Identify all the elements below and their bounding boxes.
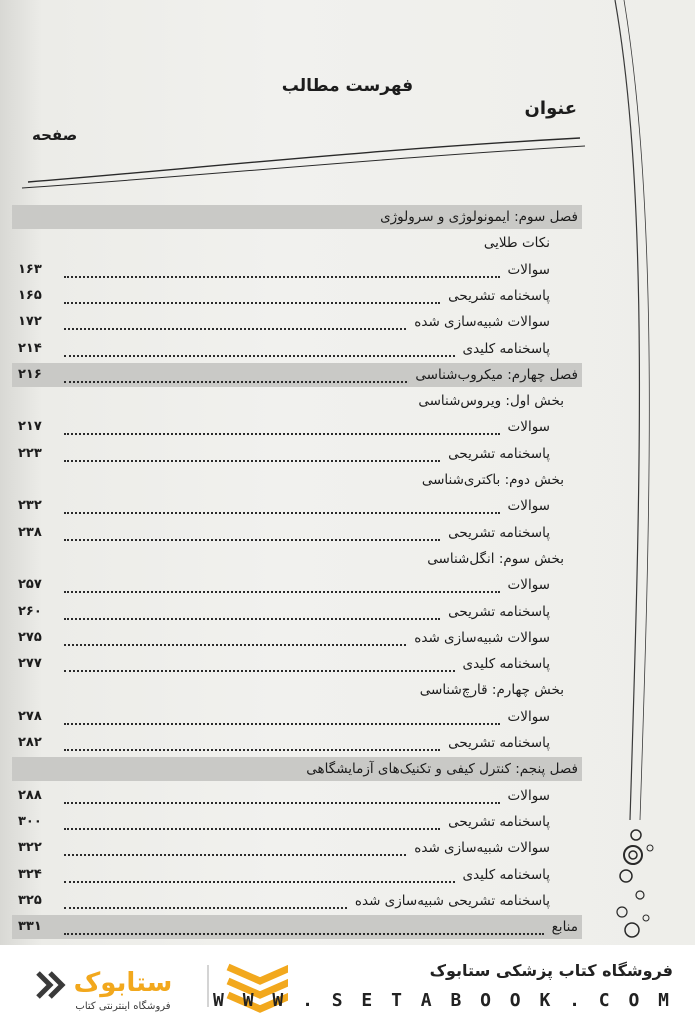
toc-entry-label: بخش دوم: باکتری‌شناسی xyxy=(421,472,564,488)
toc-page-number: ۲۷۷ xyxy=(18,656,42,671)
toc-dot-leader xyxy=(64,328,406,330)
toc-entry-label: پاسخنامه تشریحی xyxy=(448,814,550,830)
toc-entry xyxy=(12,731,582,755)
toc-entry-label: سوالات شبیه‌سازی شده xyxy=(414,630,550,646)
decorative-circles xyxy=(617,830,653,937)
toc-page-number: ۲۷۸ xyxy=(18,709,42,724)
toc-dot-leader xyxy=(64,276,500,278)
store-footer-banner xyxy=(0,945,695,1024)
column-header-title: عنوان xyxy=(524,98,577,119)
toc-entry xyxy=(12,468,582,492)
toc-entry xyxy=(12,547,582,571)
toc-entry-label: پاسخنامه کلیدی xyxy=(462,867,550,883)
toc-dot-leader xyxy=(64,381,407,383)
toc-entry xyxy=(12,652,582,676)
toc-entry xyxy=(12,389,582,413)
toc-entry-label: فصل پنجم: کنترل کیفی و تکنیک‌های آزمایشگاهی xyxy=(306,761,578,777)
toc-entry xyxy=(12,889,582,913)
toc-entry xyxy=(12,810,582,834)
toc-entry xyxy=(12,205,582,229)
toc-entry-label: نکات طلایی xyxy=(483,235,550,251)
toc-page-number: ۱۷۲ xyxy=(18,314,42,329)
toc-entry-label: سوالات xyxy=(507,419,550,435)
toc-dot-leader xyxy=(64,460,440,462)
toc-page-number: ۲۶۰ xyxy=(18,604,42,619)
toc-entry-label: پاسخنامه تشریحی xyxy=(448,288,550,304)
toc-page-number: ۲۱۴ xyxy=(18,341,42,356)
toc-page-number: ۳۰۰ xyxy=(18,814,42,829)
toc-page-number: ۲۳۸ xyxy=(18,525,42,540)
toc-dot-leader xyxy=(64,802,500,804)
toc-entry xyxy=(12,626,582,650)
toc-page-number: ۲۸۸ xyxy=(18,788,42,803)
toc-dot-leader xyxy=(64,591,500,593)
toc-entry xyxy=(12,284,582,308)
toc-entry-label: پاسخنامه تشریحی شبیه‌سازی شده xyxy=(354,893,550,909)
toc-dot-leader xyxy=(64,644,406,646)
toc-page-number: ۲۵۷ xyxy=(18,577,42,592)
toc-entry-label: بخش سوم: انگل‌شناسی xyxy=(427,551,564,567)
toc-entry xyxy=(12,678,582,702)
toc-entry xyxy=(12,258,582,282)
store-url-link[interactable]: W W W . S E T A B O O K . C O M xyxy=(213,990,673,1011)
toc-dot-leader xyxy=(64,670,455,672)
logo-wordmark: ستابوک xyxy=(73,968,173,998)
toc-entry-label: پاسخنامه کلیدی xyxy=(462,341,550,357)
toc-entry-label: سوالات xyxy=(507,498,550,514)
toc-page-number: ۲۸۲ xyxy=(18,735,42,750)
toc-page-number: ۲۳۲ xyxy=(18,498,42,513)
toc-dot-leader xyxy=(64,881,455,883)
toc-page-number: ۲۲۳ xyxy=(18,446,42,461)
toc-page-number: ۲۱۶ xyxy=(18,367,42,382)
toc-entry-label: پاسخنامه تشریحی xyxy=(448,604,550,620)
toc-entry-label: سوالات شبیه‌سازی شده xyxy=(414,314,550,330)
toc-page-number: ۳۳۱ xyxy=(18,919,42,934)
toc-dot-leader xyxy=(64,749,440,751)
toc-entry-label: سوالات شبیه‌سازی شده xyxy=(414,840,550,856)
toc-dot-leader xyxy=(64,433,500,435)
toc-title: فهرست مطالب xyxy=(281,76,414,96)
toc-entry xyxy=(12,573,582,597)
toc-page-number: ۲۷۵ xyxy=(18,630,42,645)
toc-page-number: ۱۶۳ xyxy=(18,262,42,277)
toc-entry xyxy=(12,757,582,781)
logo-tagline: فروشگاه اینترنتی کتاب xyxy=(75,1001,171,1012)
toc-entry xyxy=(12,600,582,624)
toc-entry xyxy=(12,863,582,887)
toc-entry-label: پاسخنامه کلیدی xyxy=(462,656,550,672)
toc-entry-label: پاسخنامه تشریحی xyxy=(448,735,550,751)
toc-entry-label: سوالات xyxy=(507,788,550,804)
toc-dot-leader xyxy=(64,854,406,856)
toc-entry-label: فصل چهارم: میکروب‌شناسی xyxy=(415,367,578,383)
toc-entry-label: فصل سوم: ایمونولوژی و سرولوژی xyxy=(380,209,578,225)
toc-entry-label: سوالات xyxy=(507,709,550,725)
toc-entry-label: سوالات xyxy=(507,262,550,278)
toc-entry xyxy=(12,310,582,334)
toc-page-number: ۳۲۲ xyxy=(18,840,42,855)
toc-page-number: ۲۱۷ xyxy=(18,419,42,434)
toc-entry xyxy=(12,915,582,939)
toc-entry-label: بخش چهارم: قارچ‌شناسی xyxy=(419,682,564,698)
toc-dot-leader xyxy=(64,302,440,304)
toc-entry xyxy=(12,836,582,860)
toc-entry-label: پاسخنامه تشریحی xyxy=(448,446,550,462)
toc-entry-label: سوالات xyxy=(507,577,550,593)
toc-page-number: ۳۲۴ xyxy=(18,867,42,882)
toc-entry xyxy=(12,521,582,545)
toc-entry xyxy=(12,337,582,361)
toc-dot-leader xyxy=(64,933,544,935)
toc-page-number: ۱۶۵ xyxy=(18,288,42,303)
toc-entry xyxy=(12,363,582,387)
toc-entry xyxy=(12,784,582,808)
toc-entry-label: پاسخنامه تشریحی xyxy=(448,525,550,541)
toc-entry xyxy=(12,442,582,466)
toc-dot-leader xyxy=(64,618,440,620)
toc-dot-leader xyxy=(64,539,440,541)
toc-entry xyxy=(12,705,582,729)
store-name: فروشگاه کتاب پزشکی ستابوک xyxy=(429,961,673,980)
toc-dot-leader xyxy=(64,723,500,725)
toc-entry-label: منابع xyxy=(551,919,578,935)
toc-dot-leader xyxy=(64,907,347,909)
column-header-page: صفحه xyxy=(32,126,78,144)
toc-dot-leader xyxy=(64,828,440,830)
toc-page-number: ۳۲۵ xyxy=(18,893,42,908)
toc-entry-label: بخش اول: ویروس‌شناسی xyxy=(418,393,564,409)
toc-dot-leader xyxy=(64,512,500,514)
toc-dot-leader xyxy=(64,355,455,357)
toc-entry xyxy=(12,494,582,518)
toc-entry xyxy=(12,415,582,439)
toc-entry xyxy=(12,231,582,255)
